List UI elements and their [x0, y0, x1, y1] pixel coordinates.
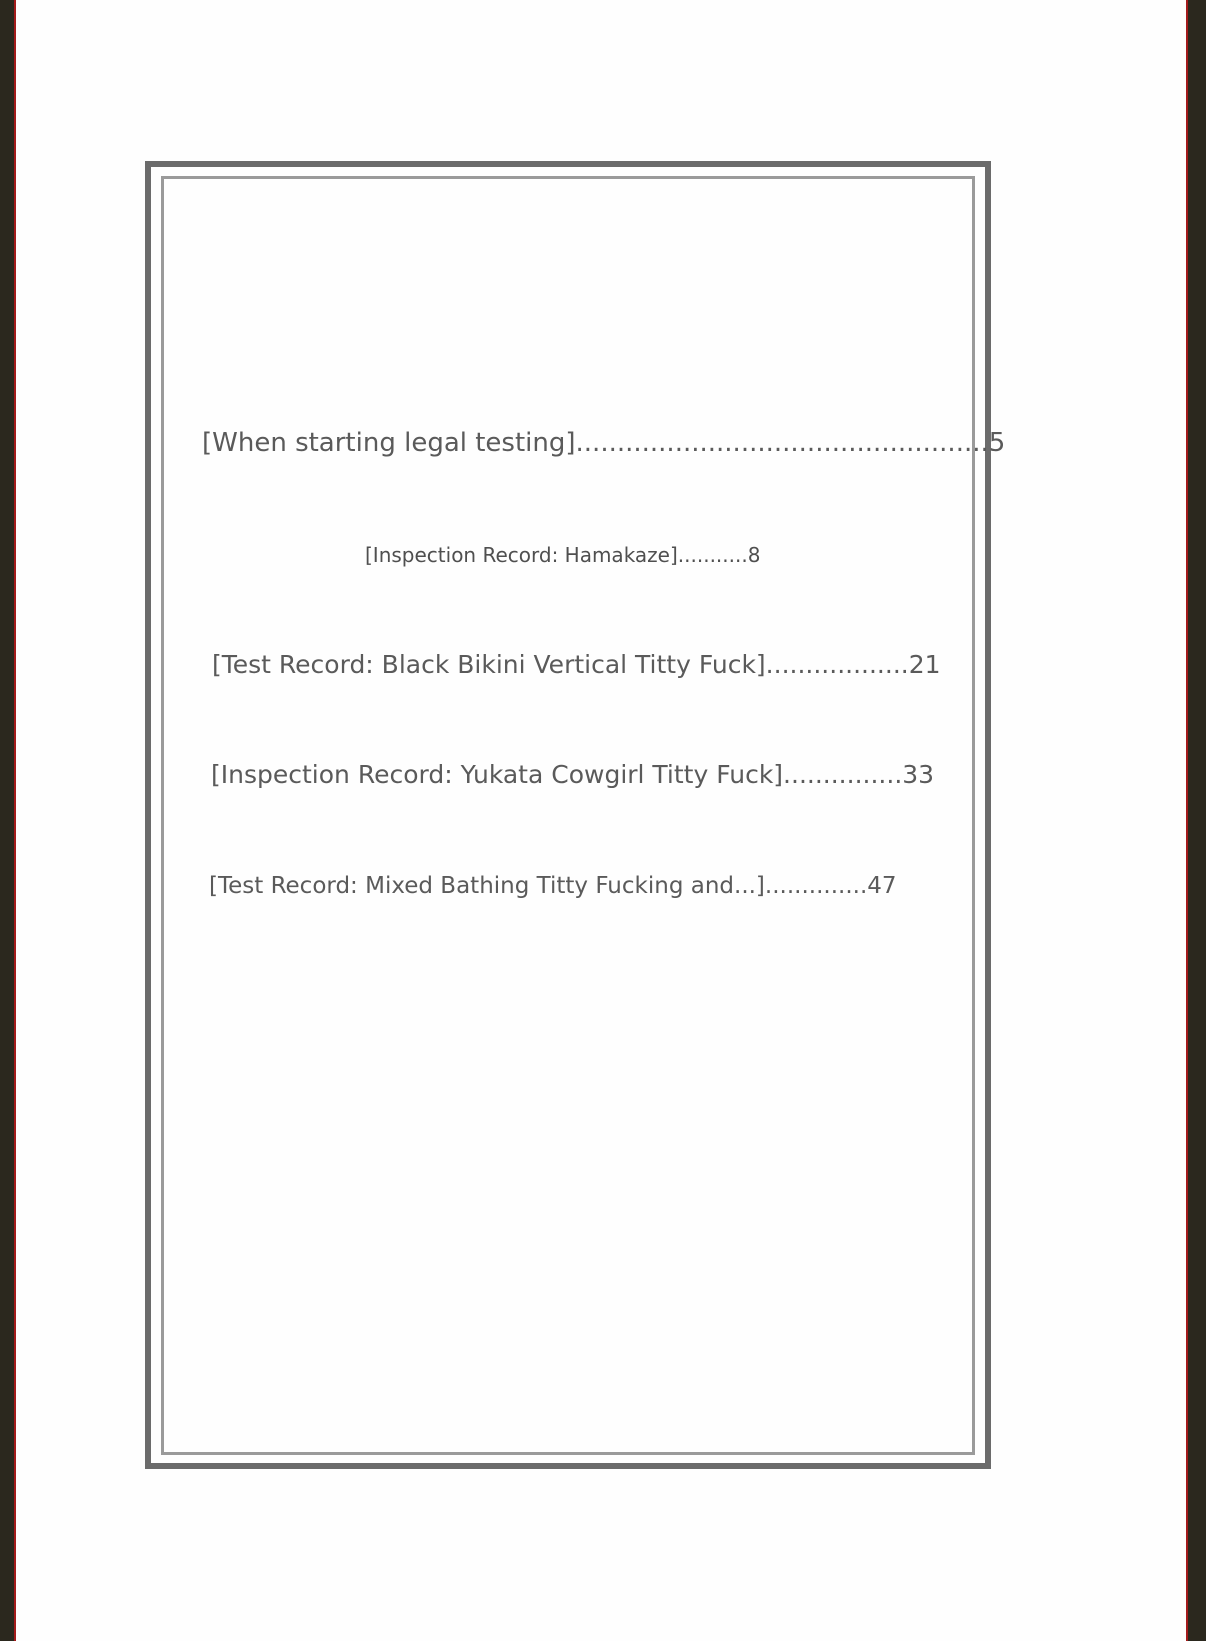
toc-entry-mixed-bathing: [Test Record: Mixed Bathing Titty Fucking and...]..............47 [209, 873, 897, 899]
toc-entry-legal-testing: [When starting legal testing]..................................................5 [202, 428, 1006, 458]
page-frame-inner [161, 176, 975, 1455]
document-page [14, 0, 1188, 1641]
toc-entry-yukata-cowgirl: [Inspection Record: Yukata Cowgirl Titty Fuck]...............33 [211, 760, 935, 789]
toc-entry-hamakaze: [Inspection Record: Hamakaze]...........8 [365, 543, 761, 567]
toc-entry-black-bikini: [Test Record: Black Bikini Vertical Titty Fuck]..................21 [212, 650, 941, 679]
